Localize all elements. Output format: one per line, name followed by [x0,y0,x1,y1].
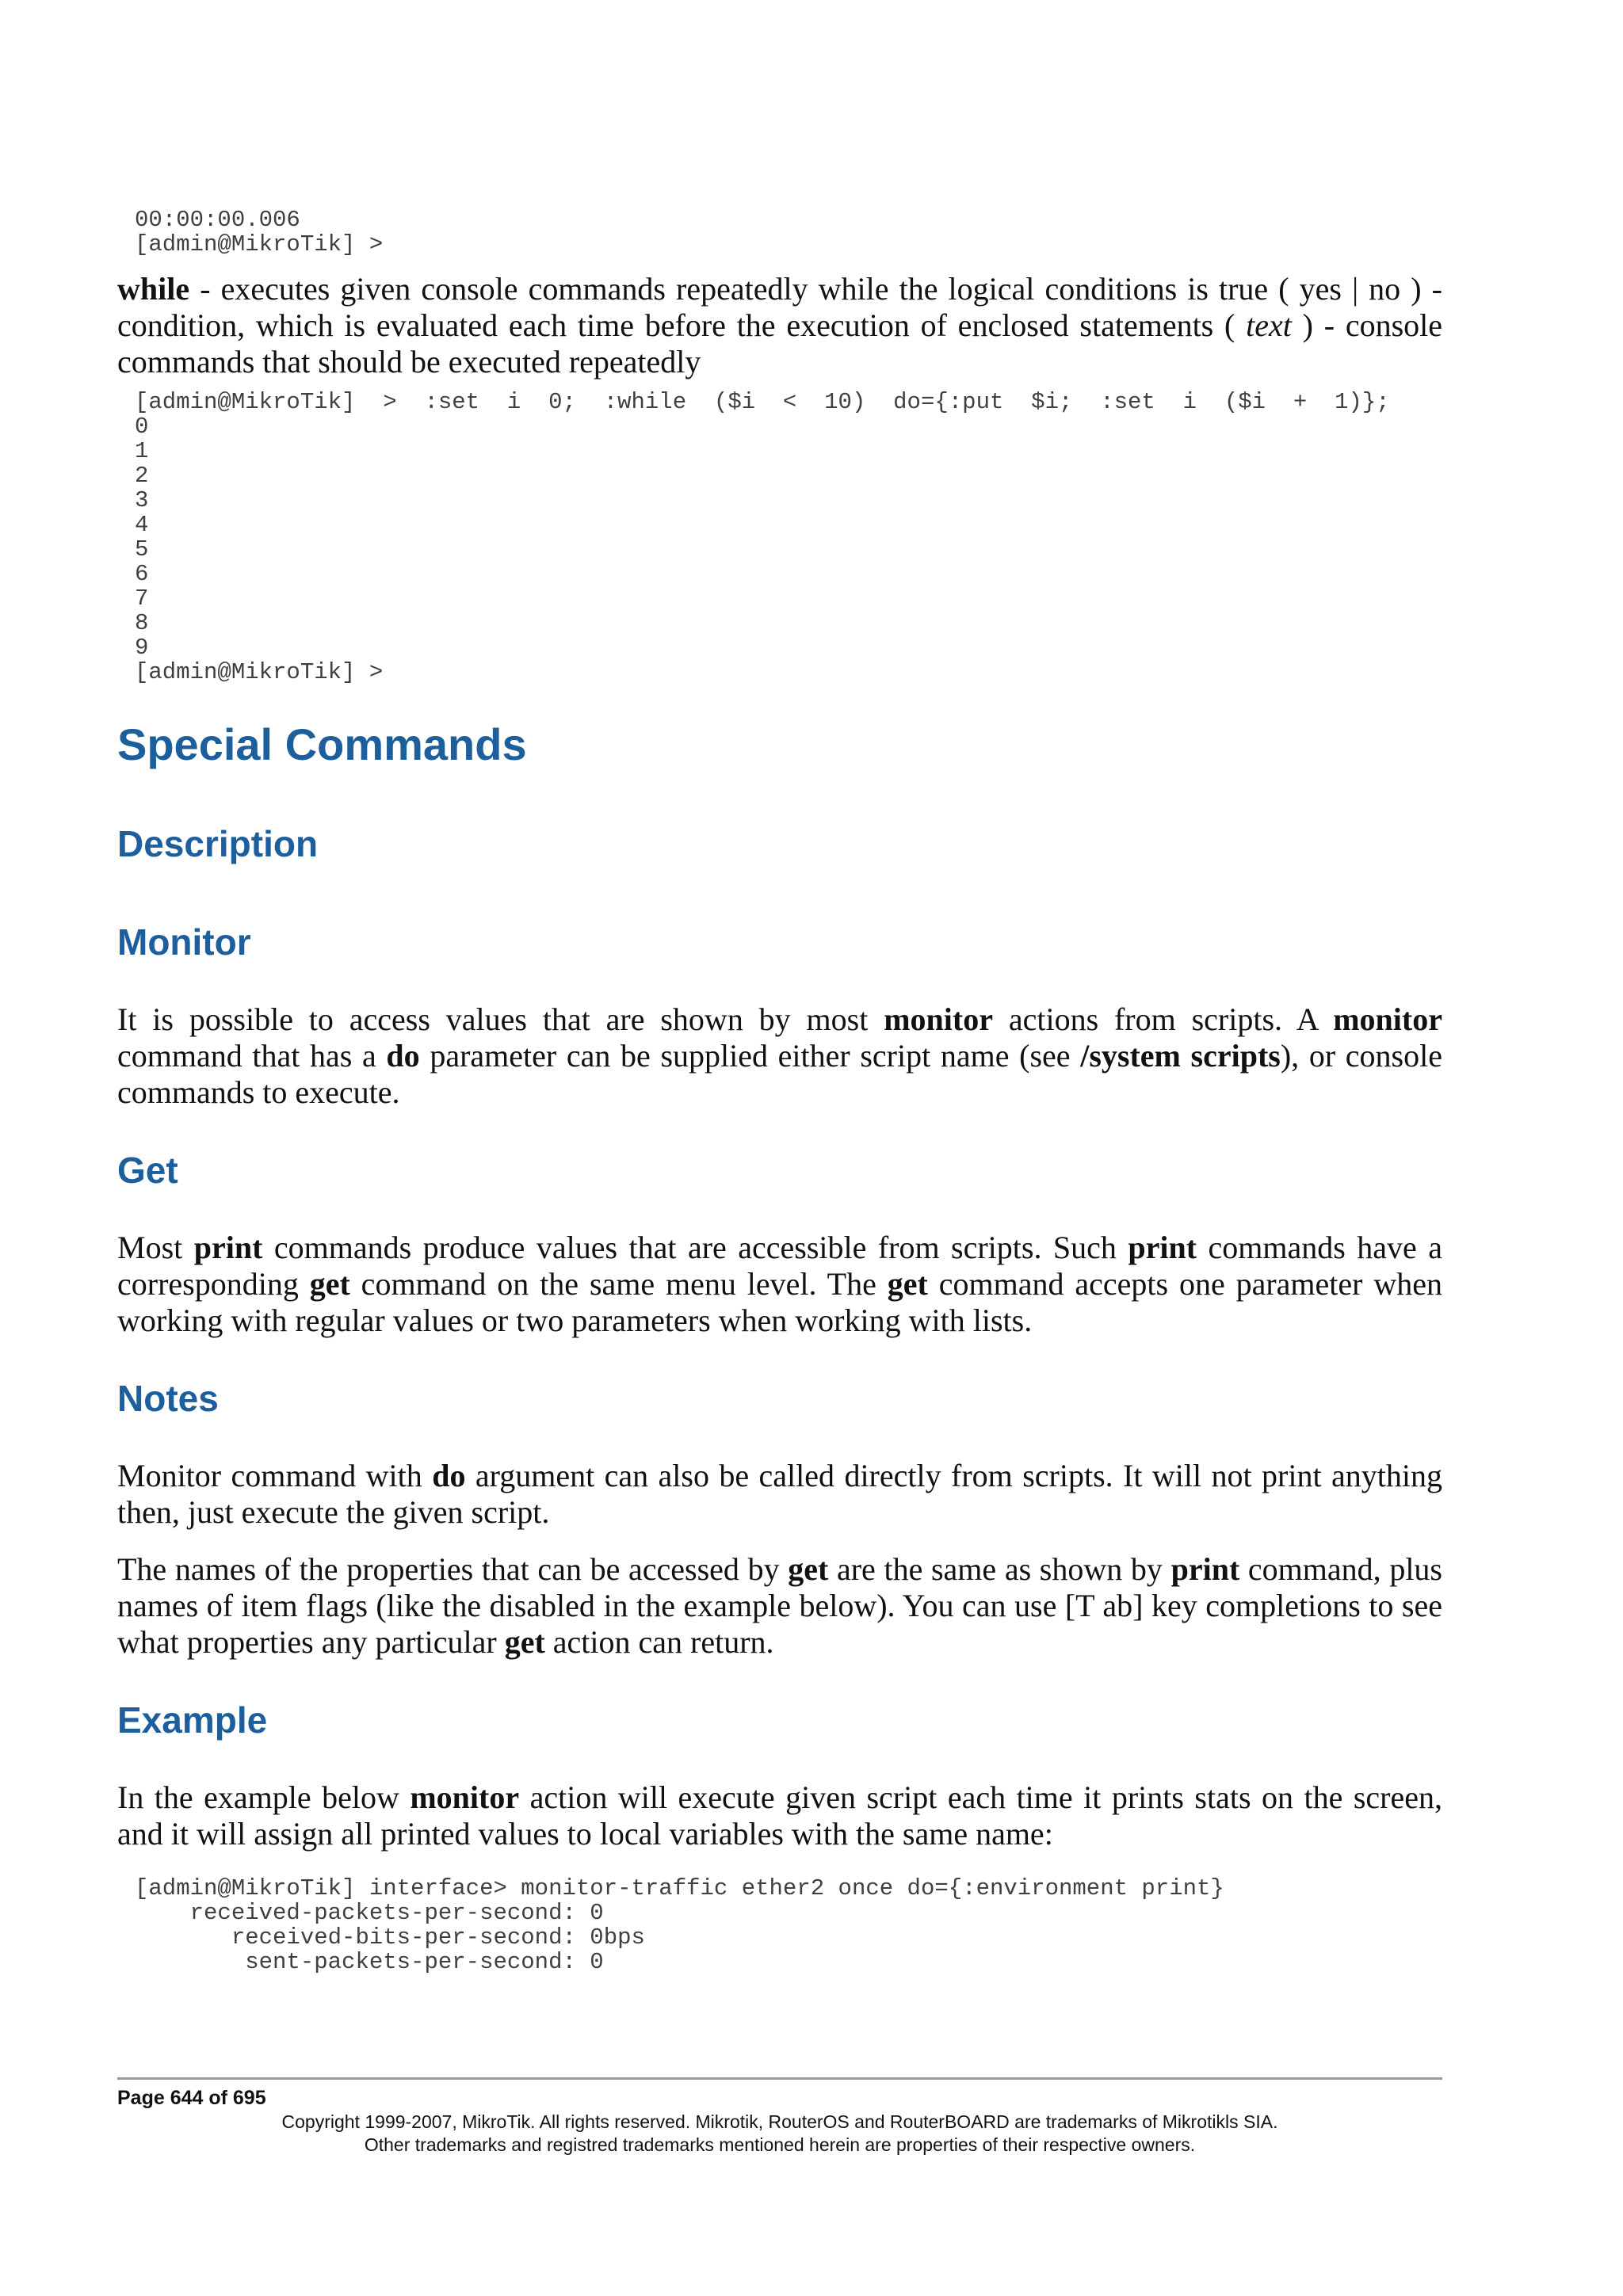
code-output-line: 2 [135,463,149,489]
footer-divider [117,2077,1442,2080]
page-number: Page 644 of 695 [117,2087,266,2109]
code-line: received-bits-per-second: 0bps [135,1924,645,1951]
while-description: while - executes given console commands repeatedly while the logical conditions is true ( yes | no ) - condition, which is evaluated each time before the execution of enclosed statements ( text ) - console commands that should be executed repeatedly [117,271,1443,379]
notes-paragraph-1: Monitor command with do argument can also be called directly from scripts. It will not print anything then, just execute the given script. [117,1458,1442,1530]
copyright-line-2: Other trademarks and registred trademarks mentioned herein are properties of their respective owners. [364,2134,1196,2155]
code-output-line: 4 [135,512,149,538]
code-prompt: [admin@MikroTik] > [135,659,384,685]
code-output-line: 1 [135,438,149,464]
code-block-monitor-example [135,1876,1442,1974]
code-block-while-example [135,390,1442,685]
code-output-line: 3 [135,487,149,513]
code-output-line: 0 [135,414,149,440]
heading-notes: Notes [117,1378,219,1419]
heading-get: Get [117,1150,178,1191]
document-page [117,208,1442,1974]
while-term: while [117,271,190,307]
code-output-line: 7 [135,585,149,612]
code-line: 00:00:00.006 [135,207,300,233]
footer-copyright [117,2111,1442,2157]
code-output-line: 9 [135,635,149,661]
get-paragraph: Most print commands produce values that are accessible from scripts. Such print commands have a corresponding get command on the same menu level. The get command accepts one parameter when working with regular values or two parameters when working with lists. [117,1230,1442,1338]
notes-paragraph-2: The names of the properties that can be accessed by get are the same as shown by print command, plus names of item flags (like the disabled in the example below). You can use [T ab] key completions to see what properties any particular get action can return. [117,1551,1442,1660]
code-command: [admin@MikroTik] > :set i 0; :while ($i < 10) do={:put $i; :set i ($i + 1)}; [135,389,1390,415]
example-paragraph: In the example below monitor action will execute given script each time it prints stats on the screen, and it will assign all printed values to local variables with the same name: [117,1779,1442,1852]
heading-example: Example [117,1699,268,1741]
heading-special-commands: Special Commands [117,719,527,769]
code-line: [admin@MikroTik] > [135,231,384,257]
heading-monitor: Monitor [117,921,251,963]
code-output-line: 8 [135,610,149,636]
monitor-paragraph: It is possible to access values that are shown by most monitor actions from scripts. A monitor command that has a do parameter can be supplied either script name (see /system scripts), or console commands to execute. [117,1001,1442,1110]
heading-description: Description [117,823,319,864]
code-output-line: 6 [135,561,149,587]
code-output-line: 5 [135,536,149,563]
code-block-timer-output [135,208,1442,257]
copyright-line-1: Copyright 1999-2007, MikroTik. All rights reserved. Mikrotik, RouterOS and RouterBOARD are trademarks of Mikrotikls SIA. [281,2111,1278,2132]
code-line: sent-packets-per-second: 0 [135,1949,604,1975]
while-param-text: text [1246,307,1292,343]
code-line: [admin@MikroTik] interface> monitor-traffic ether2 once do={:environment print} [135,1875,1224,1901]
code-line: received-packets-per-second: 0 [135,1900,604,1926]
